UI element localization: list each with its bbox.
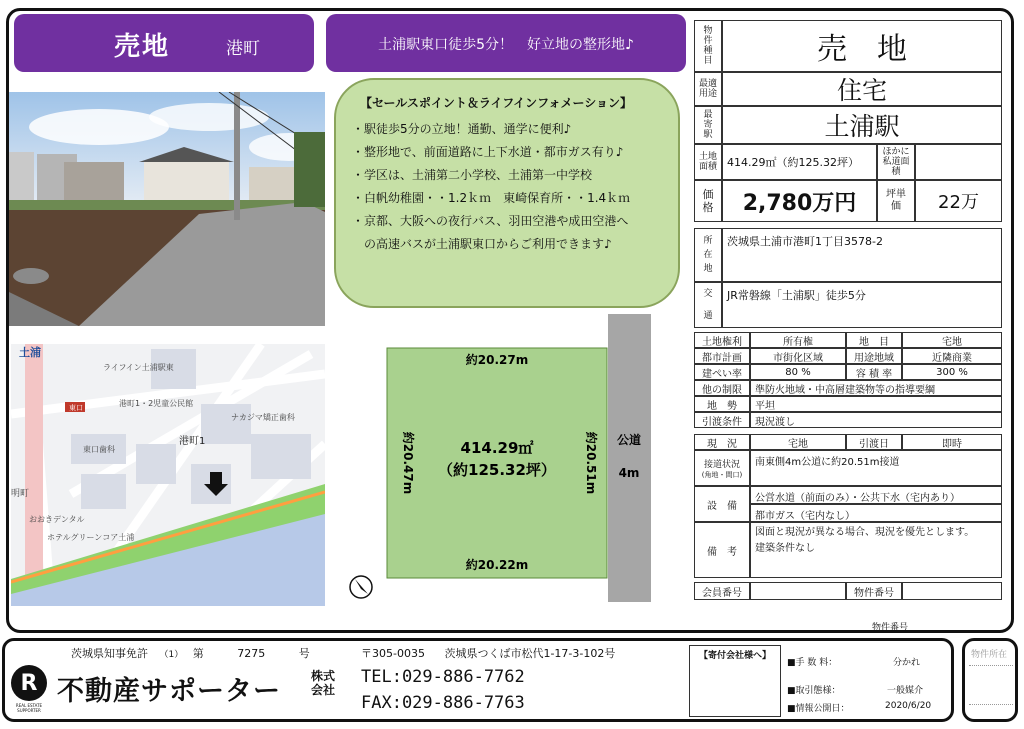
price: 2,780万円: [722, 180, 877, 222]
plot-diagram: [380, 312, 670, 608]
city-plan: 市街化区域: [750, 348, 846, 364]
sales-points-bubble: [334, 78, 680, 308]
lot-area-tsubo: （約125.32坪）: [438, 461, 556, 479]
dim-top: 約20.27m: [465, 353, 529, 367]
remarks-label: 備 考: [694, 522, 750, 578]
zoning-label: 用途地域: [846, 348, 902, 364]
info-date-row: ■情報公開日： 2020/6/20: [787, 701, 932, 714]
remarks: 図面と現況が異なる場合、現況を優先とします。 建築条件なし: [750, 522, 1002, 578]
zoning: 近隣商業: [902, 348, 1002, 364]
footer-property-no: 物件番号: [872, 623, 909, 633]
member-no: [750, 582, 846, 600]
location-map: [11, 344, 325, 606]
handover-condition: 現況渡し: [750, 412, 1002, 428]
svg-text:港町1・2児童公民館: 港町1・2児童公民館: [119, 399, 194, 408]
handover-cond-label: 引渡条件: [694, 412, 750, 428]
bcr-label: 建ぺい率: [694, 364, 750, 380]
location-box-label: 物件所在: [971, 650, 1008, 660]
list-item: の高速バスが土浦駅東口からご利用できます♪: [352, 237, 612, 251]
road-width: 4m: [618, 466, 640, 480]
best-use: 住宅: [722, 72, 1002, 106]
title-text: 売地: [114, 32, 171, 62]
far-label: 容 積 率: [846, 364, 902, 380]
terrain: 平坦: [750, 396, 1002, 412]
property-type: 売 地: [722, 20, 1002, 72]
facilities-label: 設 備: [694, 486, 750, 522]
public-road: [608, 314, 651, 602]
sales-points-title: 【セールスポイント＆ライフインフォメーション】: [360, 96, 633, 110]
compass-icon: [348, 574, 374, 600]
company-address: 〒305-0035 茨城県つくば市松代1-17-3-102号: [361, 647, 616, 660]
land-rights: 所有権: [750, 332, 846, 348]
svg-text:東口: 東口: [69, 404, 83, 412]
dim-right: 約20.51m: [584, 431, 598, 495]
company-logo: R: [11, 665, 47, 701]
svg-text:ライフイン土浦駅東: ライフイン土浦駅東: [103, 363, 174, 372]
handover-date: 即時: [902, 434, 1002, 450]
restrictions: 準防火地域・中高層建築物等の指導要綱: [750, 380, 1002, 396]
property-no-label: 物件番号: [846, 582, 902, 600]
svg-text:明町: 明町: [11, 489, 30, 499]
license-info: 茨城県知事免許 （1） 第 7275 号: [71, 647, 310, 660]
facilities-line-2: 都市ガス（宅内なし）: [750, 504, 1002, 522]
road-contact: 南東側4m公道に約20.51m接道: [750, 450, 1002, 486]
access-label: 交通: [694, 282, 722, 328]
company-suffix: 株式 会社: [311, 669, 336, 697]
land-area: 414.29㎡（約125.32坪）: [722, 144, 877, 180]
station-label: 最寄駅: [694, 106, 722, 144]
lot-area: 414.29㎡: [460, 439, 534, 457]
handover-date-label: 引渡日: [846, 434, 902, 450]
property-no: [902, 582, 1002, 600]
location: 茨城県土浦市港町1丁目3578-2: [722, 228, 1002, 282]
svg-text:ナカジマ矯正歯科: ナカジマ矯正歯科: [231, 413, 295, 422]
list-item: ・京都、大阪への夜行バス、羽田空港や成田空港へ: [352, 214, 629, 228]
dim-left: 約20.47m: [401, 431, 415, 495]
svg-text:ホテルグリーンコア土浦: ホテルグリーンコア土浦: [47, 533, 135, 542]
private-road-area: [915, 144, 1002, 180]
catchphrase-banner: [326, 14, 686, 72]
unit-price: 22万: [915, 180, 1002, 222]
location-label: 所在地: [694, 228, 722, 282]
list-item: ・白帆幼稚園・・1.2ｋｍ 東崎保育所・・1.4ｋｍ: [352, 191, 631, 205]
donor-title: 【寄付会社様へ】: [698, 651, 771, 661]
list-item: ・整形地で、前面道路に上下水道・都市ガス有り♪: [352, 145, 624, 159]
svg-text:土浦: 土浦: [19, 346, 41, 359]
sales-points-list: [352, 118, 630, 256]
logo-caption: REAL ESTATE SUPPORTER: [15, 703, 43, 713]
area-text: 港町: [226, 39, 260, 59]
list-item: ・学区は、土浦第二小学校、土浦第一中学校: [352, 168, 593, 182]
site-photo: [9, 92, 325, 326]
building-coverage: 80 %: [750, 364, 846, 380]
svg-text:港町1: 港町1: [179, 436, 206, 447]
price-label: 価格: [694, 180, 722, 222]
land-area-label: 土地面積: [694, 144, 722, 180]
unit-price-label: 坪単価: [877, 180, 915, 222]
company-name: 不動産サポーター: [57, 676, 281, 707]
property-info-table: [694, 20, 1002, 600]
road-label: 公道: [616, 433, 642, 447]
donor-box: [689, 645, 781, 717]
catchphrase-text: 土浦駅東口徒歩5分！ 好立地の整形地♪: [378, 37, 634, 53]
type-label: 物件種目: [694, 20, 722, 72]
access: JR常磐線「土浦駅」徒歩5分: [722, 282, 1002, 328]
location-box: [962, 638, 1018, 722]
deal-row: ■取引態様： 一般媒介: [787, 686, 924, 696]
chimoku-label: 地 目: [846, 332, 902, 348]
title-banner: [14, 14, 314, 72]
facilities-line-1: 公営水道（前面のみ）・公共下水（宅内あり）: [750, 486, 1002, 504]
land-category: 宅地: [902, 332, 1002, 348]
company-footer: [2, 638, 954, 722]
fee-row: ■手 数 料： 分かれ: [787, 658, 921, 668]
svg-text:おおきデンタル: おおきデンタル: [29, 515, 85, 524]
private-road-label: ほかに私道面積: [877, 144, 915, 180]
city-plan-label: 都市計画: [694, 348, 750, 364]
svg-text:東口歯科: 東口歯科: [83, 445, 115, 454]
status-label: 現 況: [694, 434, 750, 450]
nearest-station: 土浦駅: [722, 106, 1002, 144]
road-contact-label: 接道状況 (角地・間口): [694, 450, 750, 486]
company-tel: TEL:029-886-7762: [361, 667, 525, 687]
terrain-label: 地 勢: [694, 396, 750, 412]
member-no-label: 会員番号: [694, 582, 750, 600]
floor-area-ratio: 300 %: [902, 364, 1002, 380]
restrictions-label: 他の制限: [694, 380, 750, 396]
list-item: ・駅徒歩5分の立地！通勤、通学に便利♪: [352, 122, 572, 136]
use-label: 最適用途: [694, 72, 722, 106]
company-fax: FAX:029-886-7763: [361, 693, 525, 713]
dim-bottom: 約20.22m: [465, 558, 529, 572]
rights-label: 土地権利: [694, 332, 750, 348]
current-status: 宅地: [750, 434, 846, 450]
